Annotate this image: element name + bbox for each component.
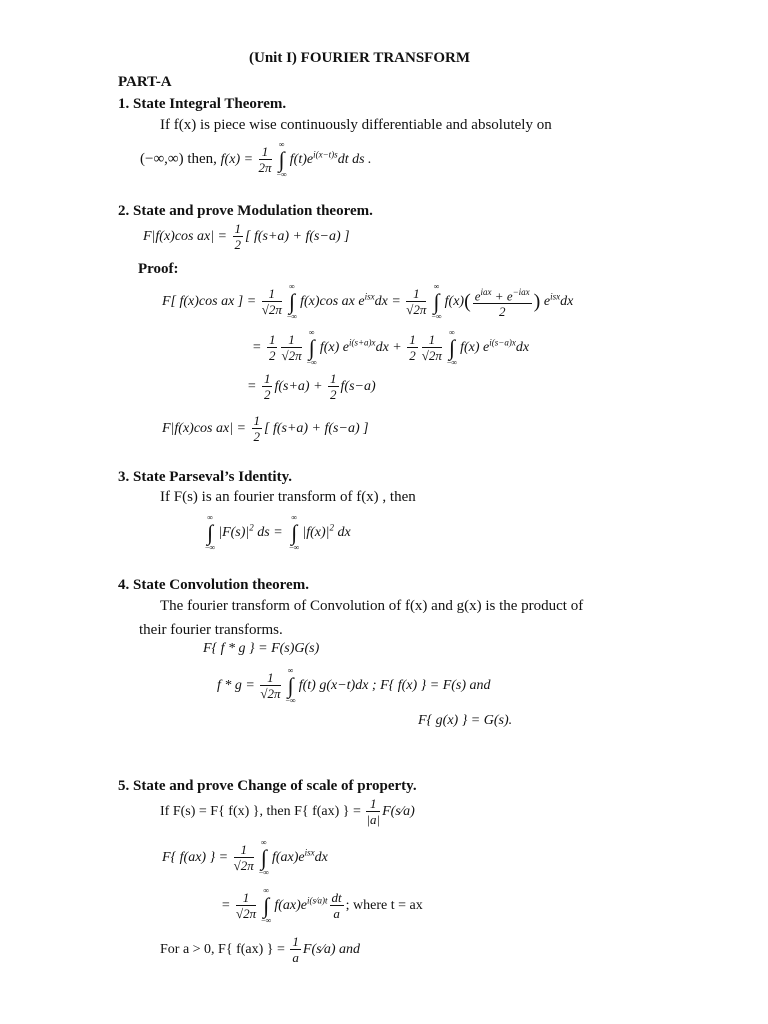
q3-heading: 3. State Parseval’s Identity. [118, 469, 293, 485]
q5-heading: 5. State and prove Change of scale of property. [118, 778, 417, 794]
q1-domain: (−∞,∞) then, [140, 151, 217, 168]
q2-proof-line-1: F[ f(x)cos ax ] = $\frac{1}{√2\pi}$ ∞ ∫ −∞ f(x)cos ax $e^{isx}dx$ = $\frac{1}{√2\pi}$ ∞ ∫ −∞ f(x)( $\frac{e^{iax} + e^{-iax}}{2}$ ) $e^{isx}dx$ [162, 282, 574, 321]
q5-proof-line-2: = $\frac{1}{√2\pi}$ ∞ ∫ −∞ $f(ax)e^{i(s⁄a)t}$ $\frac{dt}{a}$ ; where t = ax [221, 886, 423, 925]
q1-equation: (−∞,∞) then, f(x) = $\frac{1}{2\pi}$ ∞ ∫ −∞ $f(t)e^{i(x-t)s}dt$ ds . [140, 140, 372, 179]
q2-proof-line-3: = $\frac{1}{2}$ f(s+a) + $\frac{1}{2}$ f(s−a) [247, 371, 376, 402]
q2-heading: 2. State and prove Modulation theorem. [118, 203, 373, 219]
q2-proof-label: Proof: [138, 261, 179, 277]
q4-equation-1: F{ f * g } = F(s)G(s) [203, 641, 320, 656]
q3-text: If F(s) is an fourier transform of f(x) , then [160, 489, 416, 505]
part-label: PART-A [118, 74, 172, 90]
page-title: (Unit I) FOURIER TRANSFORM [249, 50, 470, 66]
q5-statement: If F(s) = F{ f(x) }, then F{ f(ax) } = $\frac{1}{|a|}$ F(s⁄a) [160, 796, 415, 827]
q4-equation-3: F{ g(x) } = G(s). [418, 713, 513, 728]
q2-proof-line-2: = $\frac{1}{2}$ $\frac{1}{√2\pi}$ ∞ ∫ −∞ f(x) $e^{i(s+a)x}dx$ + $\frac{1}{2}$ $\frac{1}{√2\pi}$ ∞ ∫ −∞ f(x) $e^{i(s-a)x}dx$ [252, 328, 530, 367]
q1-text: If f(x) is piece wise continuously differentiable and absolutely on [160, 117, 552, 133]
q1-heading: 1. State Integral Theorem. [118, 96, 287, 112]
q5-proof-line-3: For a > 0, F{ f(ax) } = $\frac{1}{a}$ F(s⁄a) and [160, 934, 361, 965]
q4-heading: 4. State Convolution theorem. [118, 577, 309, 593]
q2-proof-conclusion: F|f(x)cos ax| = $\frac{1}{2}$ [ f(s+a) + f(s−a) ] [162, 413, 369, 444]
q4-text-1: The fourier transform of Convolution of f(x) and g(x) is the product of [160, 598, 584, 614]
q5-proof-line-1: F{ f(ax) } = $\frac{1}{√2\pi}$ ∞ ∫ −∞ $f(ax)e^{isx}dx$ [162, 838, 328, 877]
q4-equation-2: f * g = $\frac{1}{√2\pi}$ ∞ ∫ −∞ f(t) g(x−t)dx ; F{ f(x) } = F(s) and [217, 666, 491, 705]
q2-statement: F|f(x)cos ax| = $\frac{1}{2}$ [ f(s+a) + f(s−a) ] [143, 221, 350, 252]
q4-text-2: their fourier transforms. [139, 622, 283, 638]
q3-equation: ∞ ∫ −∞ $|F(s)|^2$ ds = ∞ ∫ −∞ $|f(x)|^2$ dx [205, 513, 351, 552]
